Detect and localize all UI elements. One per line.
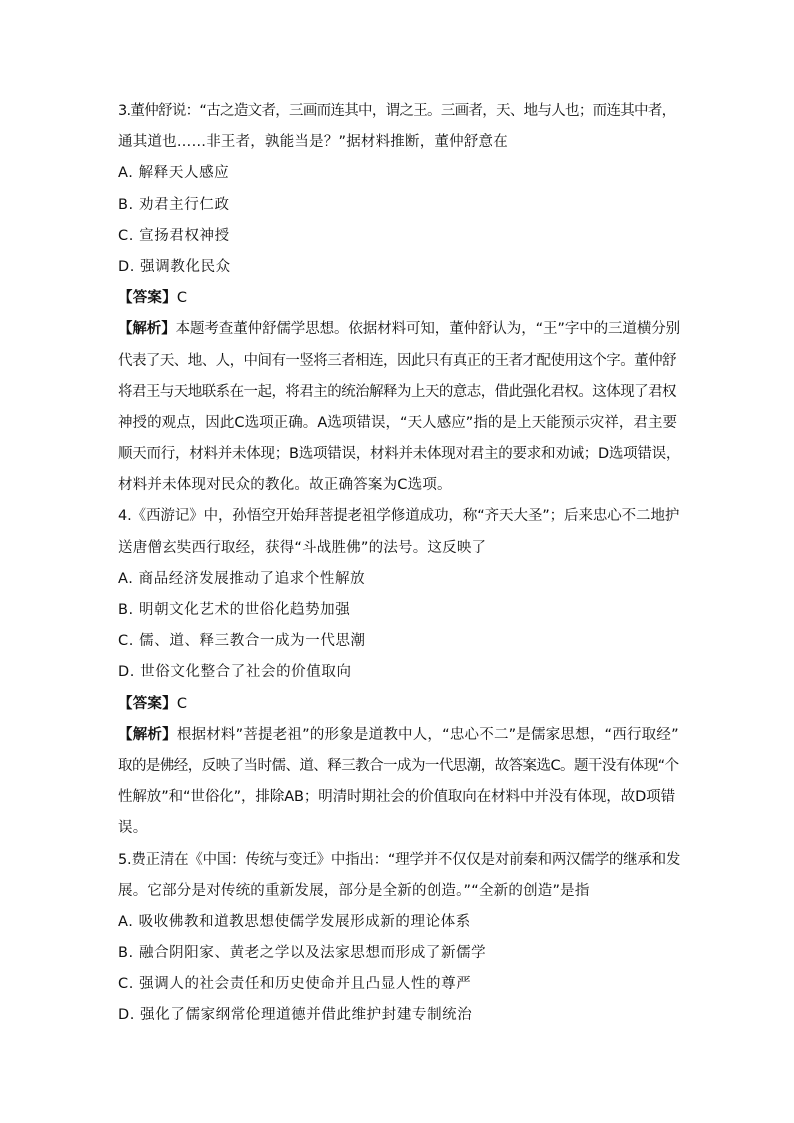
option-a: A. 商品经济发展推动了追求个性解放 [118,570,366,587]
option-a: A. 吸收佛教和道教思想使儒学发展形成新的理论体系 [118,913,471,930]
question-stem-line: 送唐僧玄奘西行取经，获得“斗战胜佛”的法号。这反映了 [118,539,487,556]
answer-tag: 【答案】 [118,695,177,712]
option-d: D. 强调教化民众 [118,258,231,275]
question-3 [118,96,680,501]
analysis-line: 代表了天、地、人，中间有一竖将三者相连，因此只有真正的王者才配使用这个字。董仲舒 [118,352,676,369]
option-d: D. 强化了儒家纲常伦理道德并借此维护封建专制统治 [118,1007,473,1024]
option-d: D. 世俗文化整合了社会的价值取向 [118,664,352,681]
analysis-text: 根据材料”菩提老祖”的形象是道教中人，“忠心不二”是儒家思想，“西行取经” [176,726,679,743]
answer-line [118,283,680,314]
analysis-tag: 【解析】 [118,321,176,338]
question-5 [118,845,680,1032]
answer-value: C [176,695,188,712]
answer-line [118,689,680,720]
option-b: B. 劝君主行仁政 [118,196,230,213]
option-c: C. 宣扬君权神授 [118,227,230,244]
question-stem-line: 4.《西游记》中，孙悟空开始拜菩提老祖学修道成功，称“齐天大圣”；后来忠心不二地护 [118,508,680,525]
option-c: C. 儒、道、释三教合一成为一代思潮 [118,633,366,650]
document-page [118,96,680,1032]
option-c: C. 强调人的社会责任和历史使命并且凸显人性的尊严 [118,976,472,993]
analysis-line: 性解放”和“世俗化”，排除AB；明清时期社会的价值取向在材料中并没有体现，故D项错 [118,789,675,806]
question-stem-line: 5.费正清在《中国：传统与变迁》中指出：“理学并不仅仅是对前秦和两汉儒学的继承和发 [118,851,681,868]
question-stem-line: 3.董仲舒说：“古之造文者，三画而连其中，谓之王。三画者，天、地与人也；而连其中者， [118,103,676,119]
analysis-line: 神授的观点，因此C选项正确。A选项错误，“天人感应”指的是上天能预示灾祥，君主要 [118,414,678,431]
analysis-text: 本题考查董仲舒儒学思想。依据材料可知，董仲舒认为，“王”字中的三道横分别 [175,321,681,338]
analysis-line [118,720,680,751]
option-b: B. 明朝文化艺术的世俗化趋势加强 [118,602,351,618]
analysis-line: 材料并未体现对民众的教化。故正确答案为C选项。 [118,477,452,494]
answer-value: C [176,290,188,307]
analysis-line: 顺天而行，材料并未体现；B选项错误，材料并未体现对君主的要求和劝诫；D选项错误， [118,446,681,463]
analysis-line: 取的是佛经，反映了当时儒、道、释三教合一成为一代思潮，故答案选C。题干没有体现“个 [118,757,679,774]
question-4 [118,501,680,844]
option-a: A. 解释天人感应 [118,165,230,182]
option-b: B. 融合阴阳家、黄老之学以及法家思想而形成了新儒学 [118,945,487,962]
answer-tag: 【答案】 [118,290,177,307]
analysis-line: 将君王与天地联系在一起，将君主的统治解释为上天的意志，借此强化君权。这体现了君权 [118,383,676,400]
question-stem-line: 通其道也……非王者，孰能当是？”据材料推断，董仲舒意在 [118,134,508,151]
question-stem-line: 展。它部分是对传统的重新发展，部分是全新的创造。”“全新的创造”是指 [118,882,590,899]
analysis-line [118,314,680,345]
analysis-line: 误。 [118,820,148,837]
analysis-tag: 【解析】 [118,726,177,743]
